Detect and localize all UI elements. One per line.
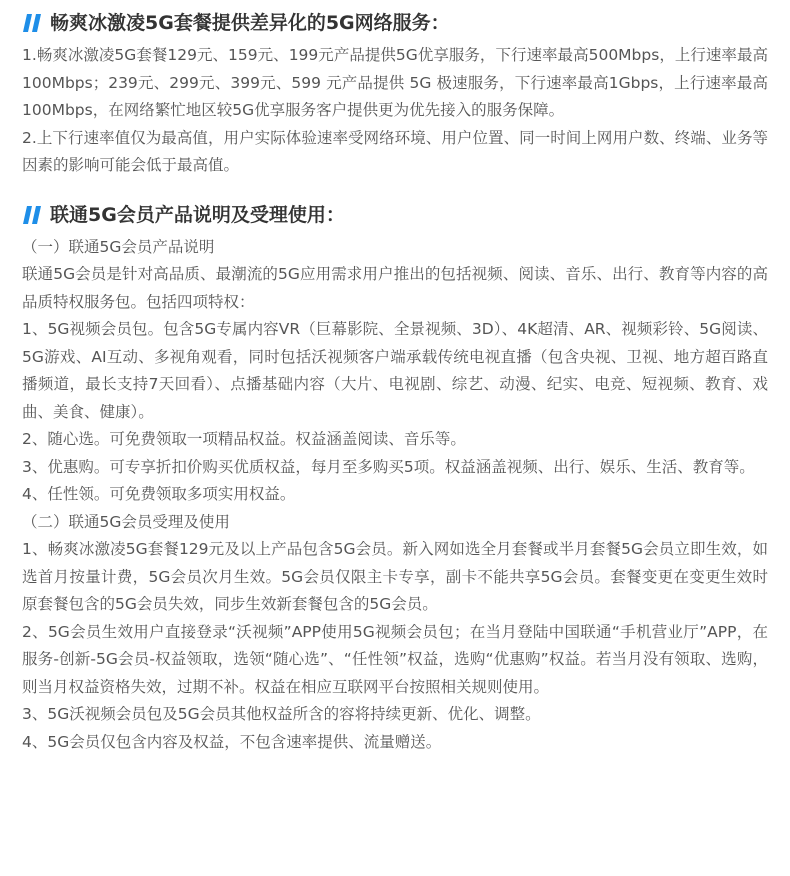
- paragraph: 2.上下行速率值仅为最高值，用户实际体验速率受网络环境、用户位置、同一时间上网用户数、终端、业务等因素的影响可能会低于最高值。: [22, 128, 768, 174]
- double-slash-bars-icon: [22, 12, 44, 34]
- paragraph: 4、任性领。可免费领取多项实用权益。: [22, 485, 296, 503]
- section-title: 联通5G会员产品说明及受理使用：: [50, 203, 345, 226]
- paragraph: 3、优惠购。可专享折扣价购买优质权益，每月至多购买5项。权益涵盖视频、出行、娱乐、生活、教育等。: [22, 457, 755, 476]
- section-title: 畅爽冰激凌5G套餐提供差异化的5G网络服务：: [50, 12, 450, 34]
- paragraph: 1、5G视频会员包。包含5G专属内容VR（巨幕影院、全景视频、3D）、4K超清、AR、视频彩铃、5G阅读、5G游戏、AI互动、多视角观看，同时包括沃视频客户端承载传统电视直播（包含央视、卫视、地方超百路直播频道，最长支持7天回看）、点播基础内容（大片、电视剧、综艺、动漫、纪实、电竞、短视频、教育、戏曲、美食、健康）。: [22, 320, 768, 421]
- section-5g-membership: [22, 200, 768, 757]
- paragraph: 4、5G会员仅包含内容及权益，不包含速率提供、流量赠送。: [22, 732, 442, 751]
- paragraph: 2、5G会员生效用户直接登录“沃视频”APP使用5G视频会员包；在当月登陆中国联通“手机营业厅”APP，在服务-创新-5G会员-权益领取，选领“随心选”、“任性领”权益，选购“优惠购”权益。若当月没有领取、选购，则当月权益资格失效，过期不补。权益在相应互联网平台按照相关规则使用。: [22, 622, 768, 696]
- section-heading: [22, 200, 768, 230]
- section-5g-network-service: [22, 8, 768, 180]
- subheading: （二）联通5G会员受理及使用: [22, 512, 230, 531]
- paragraph: 1.畅爽冰激凌5G套餐129元、159元、199元产品提供5G优享服务，下行速率最高500Mbps，上行速率最高100Mbps；239元、299元、399元、599 元产品提供 5G 极速服务，下行速率最高1Gbps，上行速率最高 100Mbps，在网络繁忙地区较5G优享服务客户提供更为优先接入的服务保障。: [22, 46, 768, 119]
- paragraph: 联通5G会员是针对高品质、最潮流的5G应用需求用户推出的包括视频、阅读、音乐、出行、教育等内容的高品质特权服务包。包括四项特权：: [22, 265, 768, 311]
- section-heading: [22, 8, 768, 38]
- paragraph: 3、5G沃视频会员包及5G会员其他权益所含的容将持续更新、优化、调整。: [22, 705, 541, 723]
- paragraph: 2、随心选。可免费领取一项精品权益。权益涵盖阅读、音乐等。: [22, 430, 466, 448]
- subheading: （一）联通5G会员产品说明: [22, 237, 215, 256]
- double-slash-bars-icon: [22, 204, 44, 226]
- paragraph: 1、畅爽冰激凌5G套餐129元及以上产品包含5G会员。新入网如选全月套餐或半月套餐5G会员立即生效，如选首月按量计费，5G会员次月生效。5G会员仅限主卡专享，副卡不能共享5G会员。套餐变更在变更生效时原套餐包含的5G会员失效，同步生效新套餐包含的5G会员。: [22, 540, 768, 613]
